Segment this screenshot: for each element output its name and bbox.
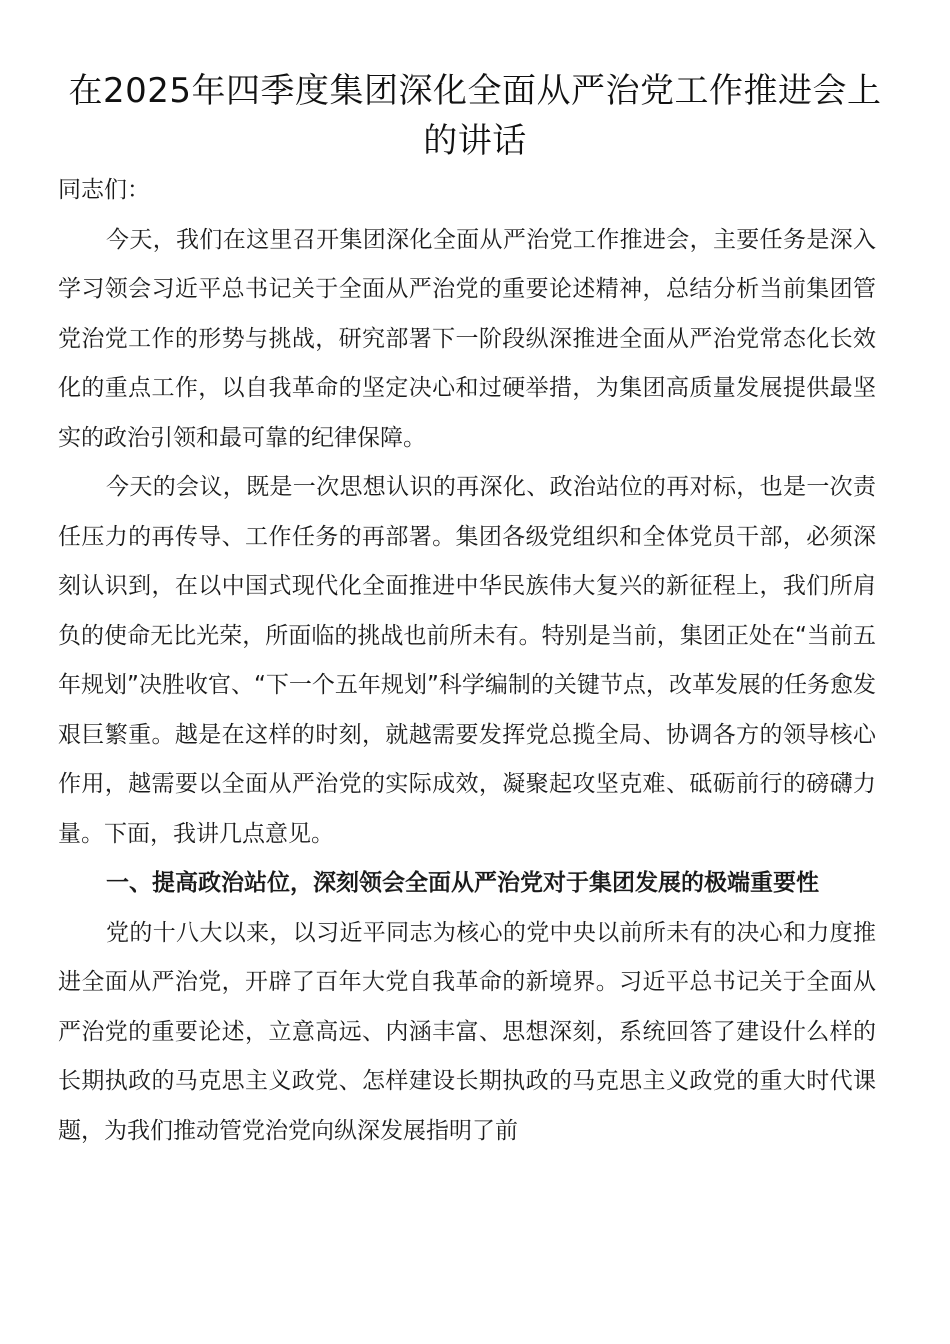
section-paragraph: 党的十八大以来，以习近平同志为核心的党中央以前所未有的决心和力度推进全面从严治党，开辟了百年大党自我革命的新境界。习近平总书记关于全面从严治党的重要论述，立意高远、内涵丰富、思想深刻，系统回答了建设什么样的长期执政的马克思主义政党、怎样建设长期执政的马克思主义政党的重大时代课题，为我们推动管党治党向纵深发展指明了前 [58,919,876,1144]
paragraph-opening: 今天，我们在这里召开集团深化全面从严治党工作推进会，主要任务是深入学习领会习近平总书记关于全面从严治党的重要论述精神，总结分析当前集团管党治党工作的形势与挑战，研究部署下一阶段纵深推进全面从严治党常态化长效化的重点工作，以自我革命的坚定决心和过硬举措，为集团高质量发展提供最坚实的政治引领和最可靠的纪律保障。 [58,226,876,451]
document-body [58,166,876,1156]
document-title: 在2025年四季度集团深化全面从严治党工作推进会上的讲话 [68,71,882,161]
paragraph-context: 今天的会议，既是一次思想认识的再深化、政治站位的再对标，也是一次责任压力的再传导、工作任务的再部署。集团各级党组织和全体党员干部，必须深刻认识到，在以中国式现代化全面推进中华民族伟大复兴的新征程上，我们所肩负的使命无比光荣，所面临的挑战也前所未有。特别是当前，集团正处在“当前五年规划”决胜收官、“下一个五年规划”科学编制的关键节点，改革发展的任务愈发艰巨繁重。越是在这样的时刻，就越需要发挥党总揽全局、协调各方的领导核心作用，越需要以全面从严治党的实际成效，凝聚起攻坚克难、砥砺前行的磅礴力量。下面，我讲几点意见。 [58,474,876,847]
section-heading: 一、提高政治站位，深刻领会全面从严治党对于集团发展的极端重要性 [106,870,819,896]
salutation: 同志们： [58,177,150,203]
